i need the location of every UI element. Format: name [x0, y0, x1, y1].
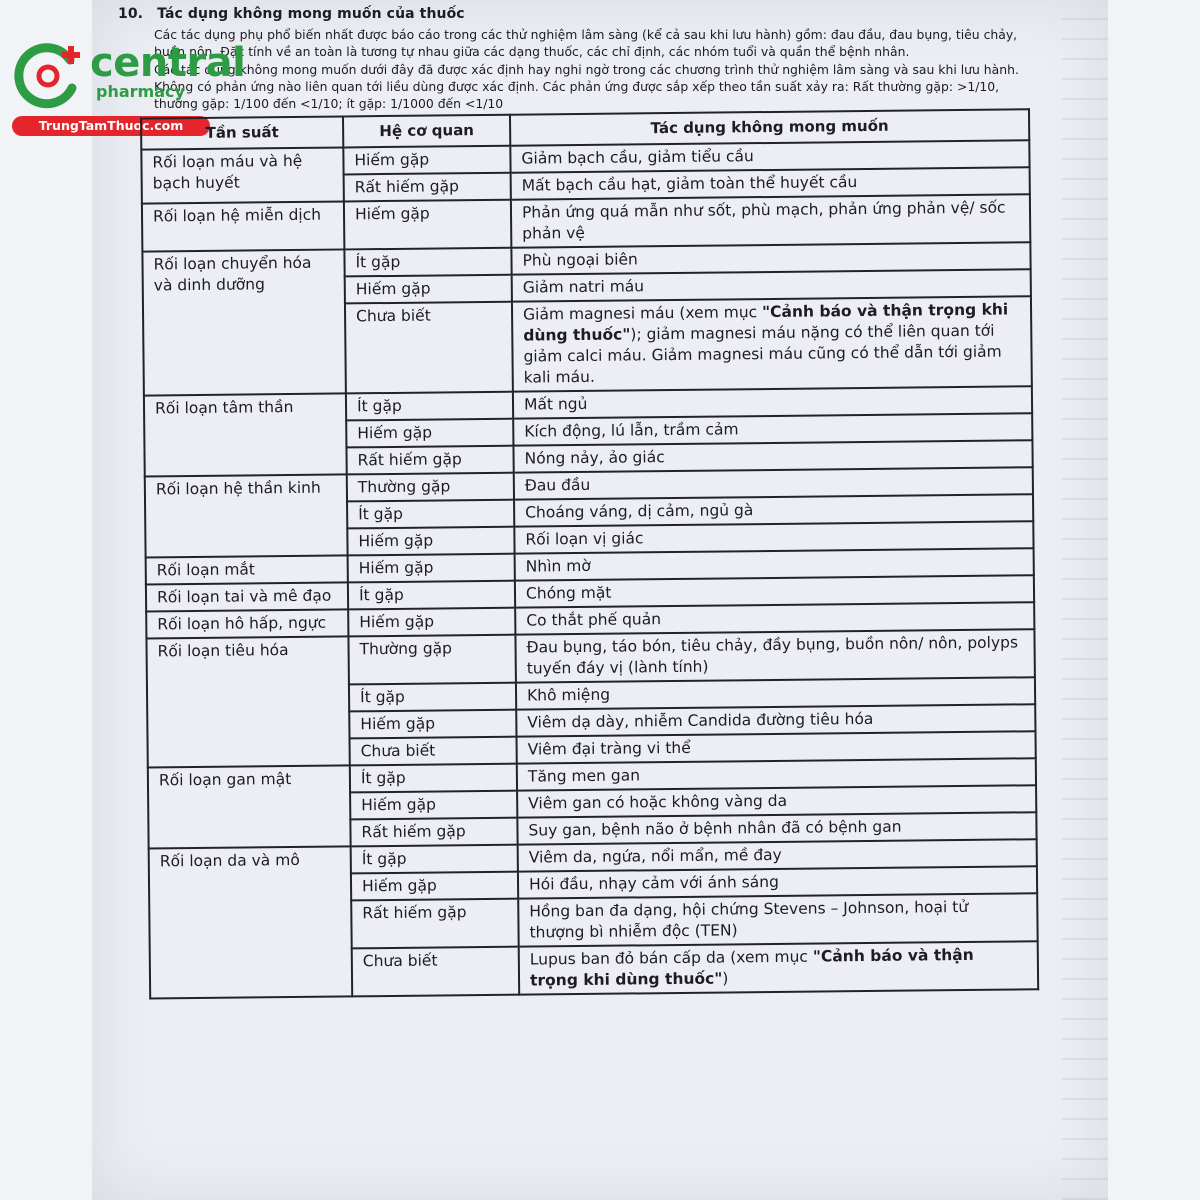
- header-adverse-effect: Tác dụng không mong muốn: [510, 109, 1029, 145]
- effect-text: ): [722, 969, 729, 988]
- effect-text: Giảm magnesi máu (xem mục: [522, 303, 763, 324]
- adverse-effect-cell: Suy gan, bệnh não ở bệnh nhân đã có bệnh gan: [517, 812, 1036, 844]
- frequency-cell: Hiếm gặp: [349, 710, 516, 739]
- frequency-cell: Rất hiếm gặp: [344, 173, 511, 202]
- frequency-cell: Hiếm gặp: [347, 527, 514, 556]
- header-organ-system: Hệ cơ quan: [343, 115, 510, 148]
- frequency-cell: Thường gặp: [347, 473, 514, 502]
- adverse-effect-cell: Nhìn mờ: [515, 548, 1034, 580]
- adverse-effect-cell: [519, 941, 1038, 994]
- organ-system-cell: Rối loạn máu và hệ bạch huyết: [141, 147, 344, 203]
- section-number: 10.: [118, 6, 144, 22]
- adverse-effect-cell: Mất bạch cầu hạt, giảm toàn thể huyết cầu: [511, 167, 1030, 199]
- frequency-cell: Hiếm gặp: [343, 146, 510, 175]
- adverse-effect-cell: Đau đầu: [514, 467, 1033, 499]
- organ-system-cell: Rối loạn tai và mê đạo: [146, 582, 348, 611]
- cross-reference: "Cảnh báo và thận trọng khi dùng thuốc": [523, 300, 1009, 345]
- adverse-effect-cell: Giảm bạch cầu, giảm tiểu cầu: [510, 140, 1029, 172]
- adverse-effect-cell: Choáng váng, dị cảm, ngủ gà: [514, 494, 1033, 526]
- adverse-effect-cell: [512, 296, 1032, 391]
- organ-system-cell: Rối loạn tiêu hóa: [146, 636, 349, 767]
- organ-system-cell: Rối loạn mắt: [146, 555, 348, 584]
- organ-system-cell: Rối loạn chuyển hóa và dinh dưỡng: [142, 249, 345, 395]
- frequency-cell: Hiếm gặp: [344, 200, 511, 250]
- adverse-effect-cell: Đau bụng, táo bón, tiêu chảy, đầy bụng, buồn nôn/ nôn, polyps tuyến đáy vị (lành tính): [515, 629, 1034, 682]
- intro-line: Không có phản ứng nào liên quan tới liều dùng được xác định. Các phản ứng được sắp xếp theo tần suất xảy ra: Rất thường gặp: >1/10,: [154, 78, 1000, 94]
- adverse-effect-cell: Chóng mặt: [515, 575, 1034, 607]
- frequency-cell: Rất hiếm gặp: [350, 818, 517, 847]
- adverse-effects-table: [140, 108, 1039, 999]
- adverse-effect-cell: Viêm đại tràng vi thể: [517, 731, 1036, 763]
- organ-system-cell: Rối loạn hệ thần kinh: [145, 474, 348, 557]
- frequency-cell: Rất hiếm gặp: [351, 899, 518, 949]
- organ-system-cell: Rối loạn gan mật: [148, 765, 351, 848]
- frequency-cell: Ít gặp: [351, 845, 518, 874]
- adverse-effect-cell: Rối loạn vị giác: [514, 521, 1033, 553]
- adverse-effect-cell: Tăng men gan: [517, 758, 1036, 790]
- adverse-effects-table-wrap: [100, 108, 1041, 1168]
- frequency-cell: Hiếm gặp: [351, 872, 518, 901]
- frequency-cell: Chưa biết: [345, 302, 513, 394]
- adverse-effect-cell: Nóng nảy, ảo giác: [513, 440, 1032, 472]
- frequency-cell: Chưa biết: [352, 947, 519, 997]
- frequency-cell: Chưa biết: [350, 737, 517, 766]
- cross-reference: "Cảnh báo và thận trọng khi dùng thuốc": [529, 945, 974, 990]
- intro-line: thường gặp: 1/100 đến <1/10; ít gặp: 1/1000 đến <1/10: [154, 96, 504, 112]
- intro-line: Các tác dụng phụ phổ biến nhất được báo cáo trong các thử nghiệm lâm sàng (kể cả sau khi lưu hành) gồm: đau đầu, đau bụng, tiêu chảy,: [154, 27, 1018, 42]
- intro-line: buồn nôn. Đặc tính về an toàn là tương tự nhau giữa các dạng thuốc, các chỉ định, các nhóm tuổi và quần thể bệnh nhân.: [154, 44, 910, 60]
- frequency-cell: Hiếm gặp: [348, 554, 515, 583]
- intro-line: Các tác dụng không mong muốn dưới đây đã được xác định hay nghi ngờ trong các chương trình thử nghiệm lâm sàng và sau khi lưu hành.: [154, 61, 1019, 77]
- adverse-effect-cell: Phản ứng quá mẫn như sốt, phù mạch, phản ứng phản vệ/ sốc phản vệ: [511, 194, 1030, 247]
- adverse-effect-cell: Khô miệng: [516, 677, 1035, 709]
- adverse-effect-cell: Kích động, lú lẫn, trầm cảm: [513, 413, 1032, 445]
- logo-subtitle: pharmacy: [96, 82, 185, 101]
- adverse-effect-cell: Viêm dạ dày, nhiễm Candida đường tiêu hóa: [516, 704, 1035, 736]
- frequency-cell: Thường gặp: [348, 635, 515, 685]
- intro-paragraph: [154, 26, 1094, 112]
- frequency-cell: Ít gặp: [350, 764, 517, 793]
- frequency-cell: Rất hiếm gặp: [346, 446, 513, 475]
- bleed-through-text: [1062, 0, 1108, 1200]
- effect-text: Lupus ban đỏ bán cấp da (xem mục: [529, 947, 813, 969]
- adverse-effect-cell: Viêm gan có hoặc không vàng da: [517, 785, 1036, 817]
- adverse-effect-cell: Phù ngoại biên: [511, 242, 1030, 274]
- logo-wordmark: central: [90, 40, 246, 86]
- frequency-cell: Hiếm gặp: [346, 419, 513, 448]
- adverse-effect-cell: Giảm natri máu: [512, 269, 1031, 301]
- frequency-cell: Hiếm gặp: [350, 791, 517, 820]
- organ-system-cell: Rối loạn hệ miễn dịch: [142, 201, 344, 251]
- organ-system-cell: Rối loạn tâm thần: [144, 393, 347, 476]
- frequency-cell: Ít gặp: [349, 683, 516, 712]
- frequency-cell: Hiếm gặp: [345, 275, 512, 304]
- header-frequency: Tần suất: [141, 116, 343, 149]
- section-heading: [118, 6, 465, 22]
- section-title: Tác dụng không mong muốn của thuốc: [157, 6, 465, 22]
- adverse-effect-cell: Co thắt phế quản: [515, 602, 1034, 634]
- adverse-effect-cell: Hói đầu, nhạy cảm với ánh sáng: [518, 866, 1037, 898]
- adverse-effect-cell: Viêm da, ngứa, nổi mẩn, mề đay: [518, 839, 1037, 871]
- frequency-cell: Ít gặp: [344, 248, 511, 277]
- frequency-cell: Ít gặp: [347, 500, 514, 529]
- frequency-cell: Ít gặp: [346, 392, 513, 421]
- organ-system-cell: Rối loạn da và mô: [149, 846, 353, 998]
- frequency-cell: Hiếm gặp: [348, 608, 515, 637]
- organ-system-cell: Rối loạn hô hấp, ngực: [146, 609, 348, 638]
- pharmacy-cross-icon: [12, 38, 92, 116]
- effect-text: ); giảm magnesi máu nặng có thể liên quan tới giảm calci máu. Giảm magnesi máu cũng có thể dẫn tới giảm kali máu.: [523, 321, 1002, 387]
- adverse-effect-cell: Mất ngủ: [513, 386, 1032, 418]
- adverse-effect-cell: Hồng ban đa dạng, hội chứng Stevens – Johnson, hoại tử thượng bì nhiễm độc (TEN): [518, 893, 1037, 946]
- logo-site-bar: TrungTamThuoc.com: [12, 116, 210, 136]
- table-body: [141, 140, 1038, 998]
- frequency-cell: Ít gặp: [348, 581, 515, 610]
